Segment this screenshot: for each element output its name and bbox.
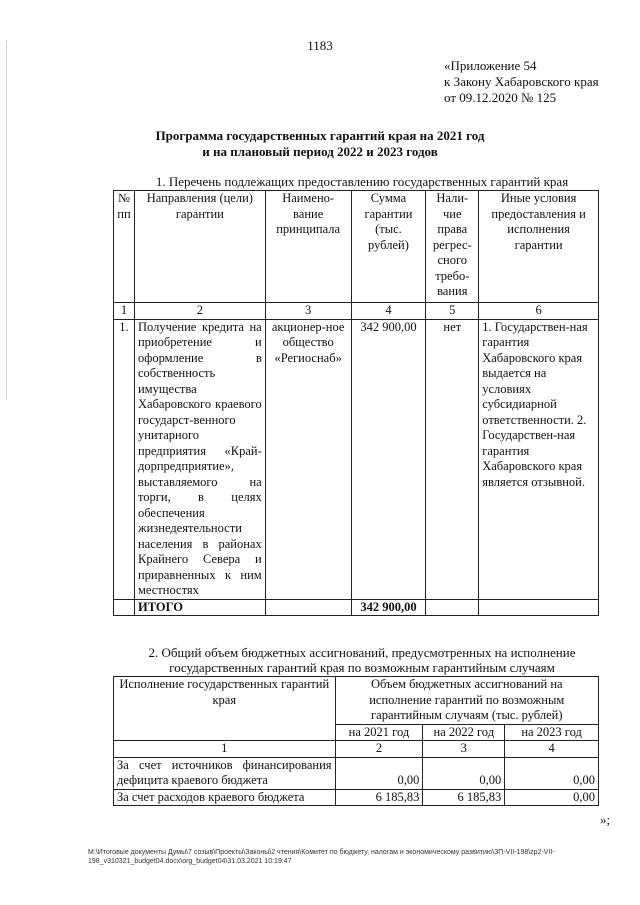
section2-heading xyxy=(117,645,607,675)
header-sum: Сумма гарантии (тыс. рублей) xyxy=(351,191,426,303)
header-volume: Объем бюджетных ассигнований на исполнение гарантий по возможным гарантийным случаям (тыс. рублей) xyxy=(335,677,598,725)
row-other-conditions: 1. Государствен-ная гарантия Хабаровского края выдается на условиях субсидиарной ответственности. 2. Государствен-ная гарантия Хабаровского края является отзывной. xyxy=(479,319,599,599)
row-value-2023: 0,00 xyxy=(505,757,599,789)
appendix-line-2: к Закону Хабаровского края xyxy=(444,74,599,89)
title-line-1: Программа государственных гарантий края на 2021 год xyxy=(155,128,485,143)
col-num-2: 2 xyxy=(134,303,265,320)
title-line-2: и на плановый период 2022 и 2023 годов xyxy=(202,144,438,159)
col-num-4: 4 xyxy=(351,303,426,320)
total-row xyxy=(114,599,599,616)
header-direction: Направления (цели) гарантии xyxy=(134,191,265,303)
row-regress: нет xyxy=(426,319,479,599)
total-empty-cell xyxy=(426,599,479,616)
total-empty-cell xyxy=(114,599,135,616)
appendix-line-3: от 09.12.2020 № 125 xyxy=(444,90,557,105)
header-year-2023: на 2023 год xyxy=(505,724,599,741)
col-num-6: 6 xyxy=(479,303,599,320)
table-header-row xyxy=(114,191,599,303)
row-direction: Получение кредита на приобретение и оформление в собственность имущества Хабаровского краевого государст-венного унитарного предприятия «Край-дорпредприятие», выставляемого на торги, в целях обеспечения жизнедеятельности населения в районах Крайнего Севера и приравненных к ним местностях xyxy=(134,319,265,599)
row-value-2023: 0,00 xyxy=(505,789,599,806)
col-num-3: 3 xyxy=(423,741,505,758)
total-empty-cell xyxy=(265,599,351,616)
row-value-2021: 6 185,83 xyxy=(335,789,423,806)
header-execution: Исполнение государственных гарантий края xyxy=(114,677,336,741)
table-row xyxy=(114,757,599,789)
table-row xyxy=(114,789,599,806)
col-num-1: 1 xyxy=(114,741,336,758)
col-num-4: 4 xyxy=(505,741,599,758)
table-header-row xyxy=(114,677,599,725)
col-num-1: 1 xyxy=(114,303,135,320)
appendix-reference xyxy=(444,58,599,106)
closing-quote: »; xyxy=(600,812,611,827)
page-number: 1183 xyxy=(307,38,333,53)
row-num: 1. xyxy=(114,319,135,599)
guarantees-list-table xyxy=(113,190,599,616)
header-year-2022: на 2022 год xyxy=(423,724,505,741)
table-row xyxy=(114,319,599,599)
row-value-2022: 6 185,83 xyxy=(423,789,505,806)
scan-edge-line xyxy=(6,40,8,400)
row-sum: 342 900,00 xyxy=(351,319,426,599)
total-label: ИТОГО xyxy=(134,599,265,616)
row-principal: акционер-ное общество «Региоснаб» xyxy=(265,319,351,599)
total-empty-cell xyxy=(479,599,599,616)
header-other-conditions: Иные условия предоставления и исполнения гарантии xyxy=(479,191,599,303)
section2-heading-line-2: государственных гарантий края по возможным гарантийным случаям xyxy=(169,660,555,675)
appropriations-table xyxy=(113,676,599,806)
row-value-2021: 0,00 xyxy=(335,757,423,789)
file-path-footer: M:\Итоговые документы Думы\7 созыв\Проекты\Законы\2 чтения\Комитет по бюджету, налогам и экономическому развитию\ЗП-VII-198\zp2-VII-198_v310321_budget04.docx\org_budget04\31.03.2021 10:19:47 xyxy=(88,849,555,865)
section2-heading-line-1: 2. Общий объем бюджетных ассигнований, предусмотренных на исполнение xyxy=(148,645,576,660)
header-year-2021: на 2021 год xyxy=(335,724,423,741)
header-principal: Наимено-вание принципала xyxy=(265,191,351,303)
column-number-row xyxy=(114,741,599,758)
appendix-line-1: «Приложение 54 xyxy=(444,58,537,73)
row-value-2022: 0,00 xyxy=(423,757,505,789)
total-sum: 342 900,00 xyxy=(351,599,426,616)
header-regress: Нали-чие права регрес-сного требо-вания xyxy=(426,191,479,303)
column-number-row xyxy=(114,303,599,320)
header-num: № пп xyxy=(114,191,135,303)
col-num-2: 2 xyxy=(335,741,423,758)
row-label: За счет источников финансирования дефицита краевого бюджета xyxy=(114,757,336,789)
document-title xyxy=(0,128,640,160)
section1-heading: 1. Перечень подлежащих предоставлению государственных гарантий края xyxy=(155,174,569,189)
row-label: За счет расходов краевого бюджета xyxy=(114,789,336,806)
col-num-5: 5 xyxy=(426,303,479,320)
col-num-3: 3 xyxy=(265,303,351,320)
